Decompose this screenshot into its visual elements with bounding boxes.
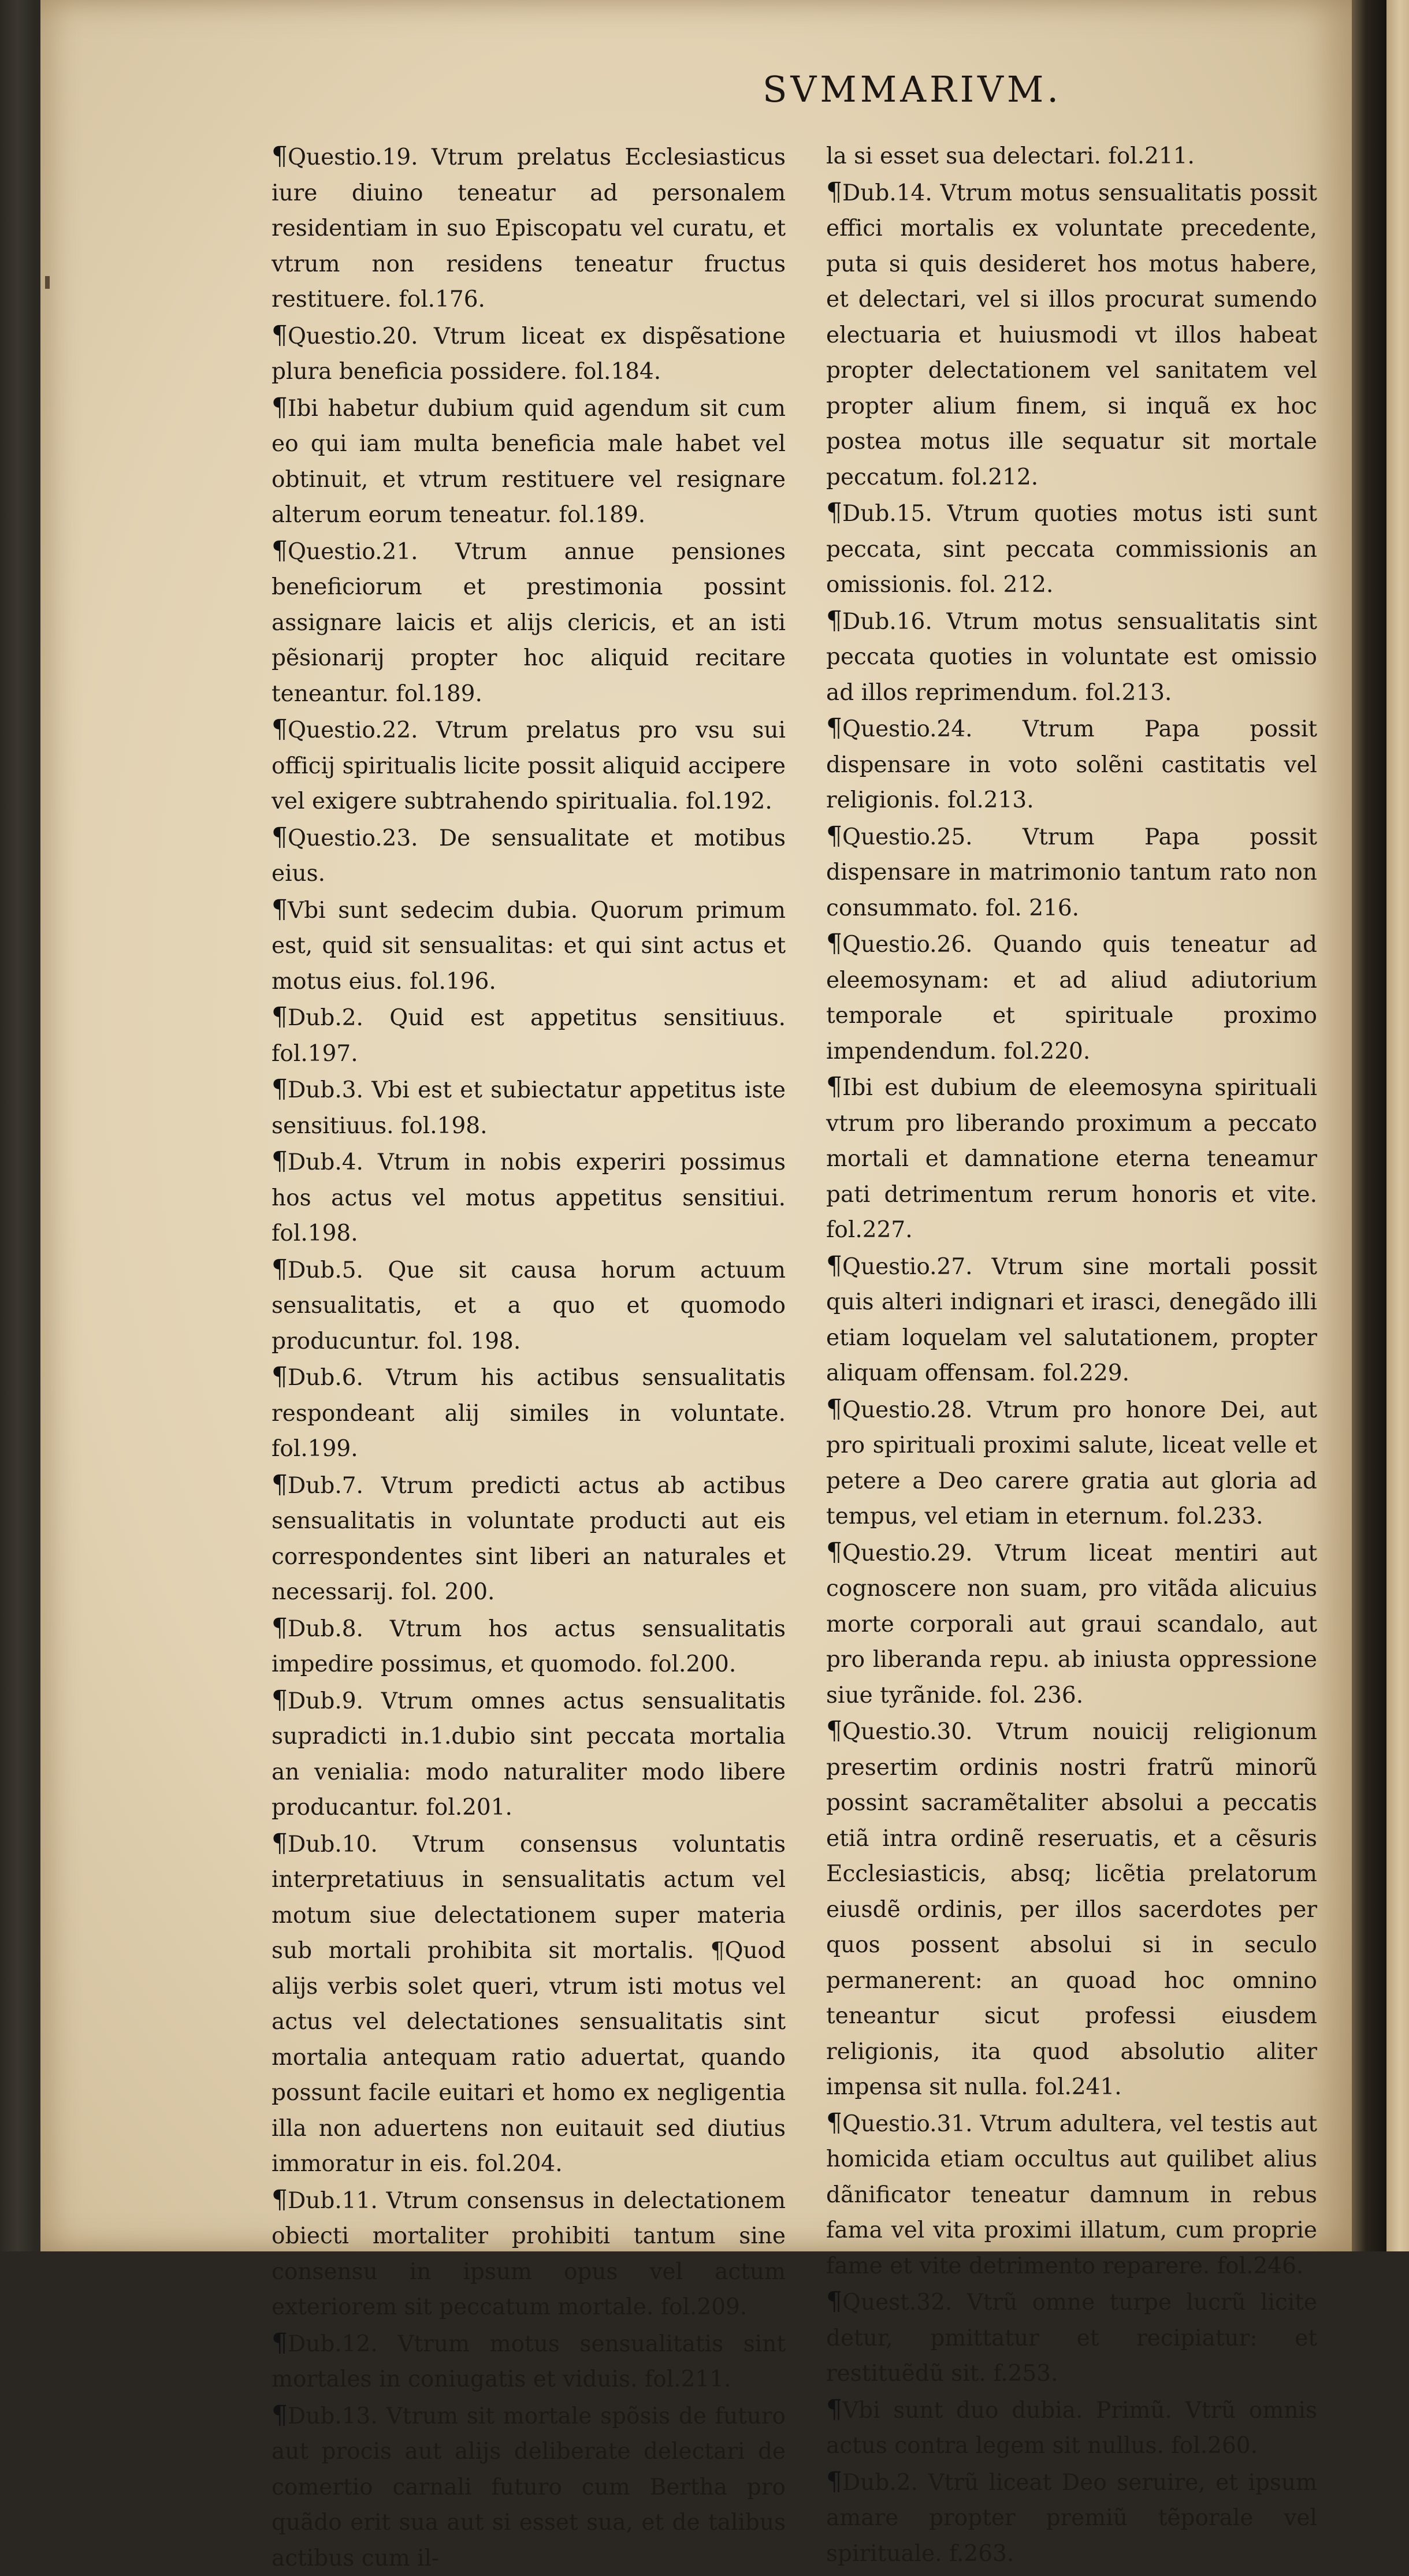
folio-reference: 212.: [1003, 572, 1054, 598]
folio-reference: fol.198.: [272, 1220, 358, 1246]
folio-reference: fol.209.: [661, 2294, 748, 2320]
entry-text: Dub.12. Vtrum motus sensualitatis sint mortales in coniugatis et viduis.: [272, 2331, 786, 2393]
entry-text: Questio.28. Vtrum pro honore Dei, aut pro spirituali proximi salute, liceat velle et petere a Deo carere gratia aut gloria ad tempus, vel etiam in eternum.: [826, 1397, 1317, 1530]
summary-entry: [272, 999, 786, 1071]
summary-entry: [826, 603, 1317, 711]
entry-text: Vbi sunt sedecim dubia. Quorum primum est, quid sit sensualitas: et qui sint actus et motus eius.: [272, 898, 786, 995]
folio-reference: fol.176.: [399, 286, 485, 312]
pilcrow-mark: ¶: [272, 1685, 288, 1715]
summary-entry: [272, 139, 786, 318]
pilcrow-mark: ¶: [826, 2395, 842, 2424]
summary-entry: [272, 2398, 786, 2576]
pilcrow-mark: ¶: [272, 2185, 288, 2214]
entry-text: Dub.13. Vtrum sit mortale spõsis de futuro aut procis aut alijs deliberate delectari de comertio carnali futuro cum Bertha pro quãdo erit sua aut si esset sua, et de talibus actibus cum il-: [272, 2403, 786, 2571]
folio-reference: fol.233.: [1177, 1503, 1263, 1529]
summary-entry: [272, 1252, 786, 1360]
folio-reference: fol.212.: [952, 464, 1039, 490]
pilcrow-mark: ¶: [272, 1255, 288, 1284]
folio-reference: fol.213.: [947, 787, 1034, 813]
folio-reference: fol.227.: [826, 1217, 913, 1243]
entry-text: Quest.32. Vtrũ omne turpe lucrũ licite detur, pmittatur et recipiatur: et restituẽdũ sit.: [826, 2290, 1317, 2387]
entry-text: Dub.2. Quid est appetitus sensitiuus.: [288, 1005, 786, 1031]
folio-reference: fol.201.: [426, 1795, 512, 1821]
pilcrow-mark: ¶: [272, 895, 288, 924]
folio-reference: fol.198.: [401, 1113, 488, 1139]
summary-entry: [272, 318, 786, 390]
entry-text: Questio.19. Vtrum prelatus Ecclesiasticus iure diuino teneatur ad personalem residentiam in suo Episcopatu vel curatu, et vtrum non residens teneatur fructus restituere.: [272, 144, 786, 312]
summary-entry: [826, 710, 1317, 818]
folio-reference: fol.213.: [1085, 680, 1172, 706]
right-column: [826, 139, 1317, 2571]
pilcrow-mark: ¶: [272, 2328, 288, 2358]
entry-text: Questio.23. De sensualitate et motibus eius.: [272, 825, 786, 887]
summary-entry: [272, 1682, 786, 1826]
summary-entry: [272, 2325, 786, 2398]
pilcrow-mark: ¶: [272, 142, 288, 171]
summary-entry: [272, 2182, 786, 2325]
pilcrow-mark: ¶: [826, 1394, 842, 1424]
folio-reference: 200.: [445, 1579, 495, 1605]
summary-entry: [826, 1391, 1317, 1535]
pilcrow-mark: ¶: [826, 821, 842, 851]
summary-entry: [826, 1069, 1317, 1248]
summary-entry: [826, 1713, 1317, 2105]
folio-reference: fol.260.: [1171, 2433, 1258, 2459]
summary-entry: [272, 1144, 786, 1252]
entry-text: Questio.24. Vtrum Papa possit dispensare in voto solẽni castitatis vel religionis.: [826, 716, 1317, 813]
entry-text: Questio.30. Vtrum nouicij religionum presertim ordinis nostri fratrũ minorũ possint sacramẽtaliter absolui a peccatis etiã intra ordinẽ reseruatis, et a cẽsuris Ecclesiasticis, absq; licẽtia prelatorum eiusdẽ ordinis, per illos sacerdotes per quos possent absolui si in seculo permanerent: an quoad hoc omnino teneantur sicut professi eiusdem religionis, ita quod absolutio aliter impensa sit nulla.: [826, 1719, 1317, 2100]
entry-text: Dub.8. Vtrum hos actus sensualitatis impedire possimus, et quomodo.: [272, 1616, 786, 1678]
pilcrow-mark: ¶: [826, 606, 842, 635]
summary-entry: [272, 390, 786, 533]
pilcrow-mark: ¶: [826, 1251, 842, 1280]
pilcrow-mark: ¶: [272, 1470, 288, 1499]
entry-text: Dub.6. Vtrum his actibus sensualitatis respondeant alij similes in voluntate.: [272, 1365, 786, 1427]
folio-reference: f.263.: [949, 2541, 1014, 2567]
folio-reference: fol.197.: [272, 1041, 358, 1067]
folio-reference: fol.192.: [686, 788, 772, 814]
pilcrow-mark: ¶: [272, 2400, 288, 2430]
pilcrow-mark: ¶: [826, 2287, 842, 2316]
entry-text: Questio.21. Vtrum annue pensiones beneficiorum et prestimonia possint assignare laicis et alijs clericis, et an isti pẽsionarij propter hoc aliquid recitare teneantur.: [272, 539, 786, 707]
entry-text: Dub.14. Vtrum motus sensualitatis possit effici mortalis ex voluntate precedente, puta si quis desideret hos motus habere, et delectari, vel si illos procurat sumendo electuaria et huiusmodi vt illos habeat propter delectationem vel sanitatem vel propter alium finem, si inquã ex hoc postea motus ille sequatur sit mortale peccatum.: [826, 180, 1317, 490]
pilcrow-mark: ¶: [272, 1074, 288, 1104]
entry-text: Ibi est dubium de eleemosyna spirituali vtrum pro liberando proximum a peccato mortali et damnatione eterna teneamur pati detrimentum rerum honoris et vite.: [826, 1075, 1317, 1208]
pilcrow-mark: ¶: [272, 536, 288, 565]
pilcrow-mark: ¶: [272, 822, 288, 852]
folio-reference: fol.200.: [650, 1651, 737, 1677]
folio-reference: 198.: [470, 1328, 521, 1354]
left-column: [272, 139, 786, 2576]
pilcrow-mark: ¶: [826, 713, 842, 743]
running-head: SVMMARIVM.: [763, 68, 1282, 110]
summary-entry: [826, 174, 1317, 496]
summary-entry: [826, 2392, 1317, 2464]
summary-entry: [272, 1467, 786, 1610]
pilcrow-mark: ¶: [272, 714, 288, 744]
summary-entry: [826, 2464, 1317, 2572]
entry-text: Questio.29. Vtrum liceat mentiri aut cognoscere non suam, pro vitãda alicuius morte corporali aut graui scandalo, aut pro liberanda repu. ab iniusta oppressione siue tyrãnide. fol.: [826, 1540, 1317, 1708]
summary-entry: [272, 712, 786, 820]
entry-text: Dub.4. Vtrum in nobis experiri possimus hos actus vel motus appetitus sensitiui.: [272, 1149, 786, 1211]
summary-entry: [826, 1535, 1317, 1714]
summary-entry: [826, 2105, 1317, 2284]
entry-text: Questio.31. Vtrum adultera, vel testis aut homicida etiam occultus aut quilibet alius dãnificator teneatur damnum in rebus fama vel vita proximi illatum, cum proprie fame et vite detrimento reparere.: [826, 2111, 1317, 2279]
entry-text: Dub.3. Vbi est et subiectatur appetitus iste sensitiuus.: [272, 1077, 786, 1139]
entry-text: Dub.5. Que sit causa horum actuum sensualitatis, et a quo et quomodo producuntur. fol.: [272, 1257, 786, 1354]
pilcrow-mark: ¶: [826, 929, 842, 958]
entry-text: Ibi habetur dubium quid agendum sit cum eo qui iam multa beneficia male habet vel obtinuit, et vtrum restituere vel resignare alterum eorum teneatur.: [272, 396, 786, 528]
entry-text: Dub.7. Vtrum predicti actus ab actibus sensualitatis in voluntate producti aut eis correspondentes sint liberi an naturales et necessarij. fol.: [272, 1473, 786, 1606]
folio-reference: fol.241.: [1035, 2074, 1122, 2100]
pilcrow-mark: ¶: [272, 321, 288, 350]
entry-text: Questio.22. Vtrum prelatus pro vsu sui officij spiritualis licite possit aliquid accipere vel exigere subtrahendo spiritualia.: [272, 717, 786, 814]
summary-entry: [272, 892, 786, 1000]
summary-entry: [272, 533, 786, 712]
entry-text: Dub.16. Vtrum motus sensualitatis sint peccata quoties in voluntate est omissio ad illos reprimendum.: [826, 609, 1317, 706]
summary-entry: [826, 495, 1317, 603]
entry-text: Dub.11. Vtrum consensus in delectationem obiecti mortaliter prohibiti tantum sine consensu in ipsum opus vel actum exteriorem sit peccatum mortale.: [272, 2188, 786, 2321]
entry-text: Questio.20. Vtrum liceat ex dispẽsatione plura beneficia possidere.: [272, 323, 786, 385]
pilcrow-mark: ¶: [272, 393, 288, 422]
pilcrow-mark: ¶: [826, 2108, 842, 2138]
folio-reference: fol.211.: [645, 2366, 731, 2392]
pilcrow-mark: ¶: [272, 1613, 288, 1643]
folio-reference: fol.204.: [476, 2151, 563, 2177]
summary-entry: [272, 1359, 786, 1467]
summary-entry: [272, 1826, 786, 2182]
folio-reference: f.253.: [993, 2361, 1058, 2387]
summary-entry: [826, 818, 1317, 926]
entry-text: Vbi sunt duo dubia. Primũ. Vtrũ omnis actus contra legem sit nullus.: [826, 2398, 1317, 2459]
folio-reference: fol.189.: [559, 502, 645, 528]
book-gutter: [1352, 0, 1386, 2251]
folio-reference: 236.: [1033, 1682, 1083, 1708]
folio-reference: fol.246.: [1217, 2253, 1304, 2279]
entry-text: Dub.2. Vtrũ liceat Deo seruire, et ipsum amare propter premiũ tẽporale vel spirituale.: [826, 2470, 1317, 2567]
pilcrow-mark: ¶: [826, 1072, 842, 1101]
pilcrow-mark: ¶: [826, 177, 842, 207]
margin-mark: [45, 276, 50, 289]
pilcrow-mark: ¶: [826, 498, 842, 527]
pilcrow-mark: ¶: [826, 1538, 842, 1567]
pilcrow-mark: ¶: [272, 1829, 288, 1858]
entry-text: Dub.9. Vtrum omnes actus sensualitatis supradicti in.1.dubio sint peccata mortalia an venialia: modo naturaliter modo libere producantur.: [272, 1688, 786, 1821]
pilcrow-mark: ¶: [826, 1716, 842, 1745]
summary-entry: [272, 820, 786, 892]
entry-text: Questio.27. Vtrum sine mortali possit quis alteri indignari et irasci, denegãdo illi etiam loquelam vel salutationem, propter aliquam offensam.: [826, 1254, 1317, 1387]
facing-page-edge: [1386, 0, 1409, 2251]
summary-entry: [272, 1071, 786, 1144]
folio-reference: fol.199.: [272, 1436, 358, 1462]
entry-text: Dub.15. Vtrum quoties motus isti sunt peccata, sint peccata commissionis an omissionis. fol.: [826, 501, 1317, 598]
summary-entry: [272, 1610, 786, 1682]
entry-text: Questio.25. Vtrum Papa possit dispensare in matrimonio tantum rato non consummato. fol.: [826, 824, 1317, 921]
entry-text: la si esset sua delectari.: [826, 143, 1108, 169]
folio-reference: 216.: [1029, 895, 1079, 921]
pilcrow-mark: ¶: [272, 1002, 288, 1032]
summary-entry: [826, 139, 1317, 174]
pilcrow-mark: ¶: [272, 1146, 288, 1176]
folio-reference: fol.211.: [1108, 143, 1195, 169]
folio-reference: fol.220.: [1004, 1038, 1091, 1064]
entry-text: Dub.10. Vtrum consensus voluntatis interpretatiuus in sensualitatis actum vel motum siue delectationem super materia sub mortali prohibita sit mortalis. ¶Quod alijs verbis solet queri, vtrum isti motus vel actus vel delectationes sensualitatis sint mortalia antequam ratio aduertat, quando possunt facile euitari et homo ex negligentia illa non aduertens non euitauit sed diutius immoratur in eis.: [272, 1832, 786, 2177]
summary-entry: [826, 2284, 1317, 2392]
summary-entry: [826, 926, 1317, 1069]
folio-reference: fol.184.: [575, 359, 661, 385]
pilcrow-mark: ¶: [826, 2467, 842, 2496]
folio-reference: fol.229.: [1043, 1360, 1129, 1386]
pilcrow-mark: ¶: [272, 1362, 288, 1391]
summary-entry: [826, 1248, 1317, 1391]
folio-reference: fol.196.: [410, 969, 496, 995]
entry-text: Questio.26. Quando quis teneatur ad eleemosynam: et ad aliud adiutorium temporale et spirituale proximo impendendum.: [826, 932, 1317, 1064]
folio-reference: fol.189.: [396, 681, 482, 707]
